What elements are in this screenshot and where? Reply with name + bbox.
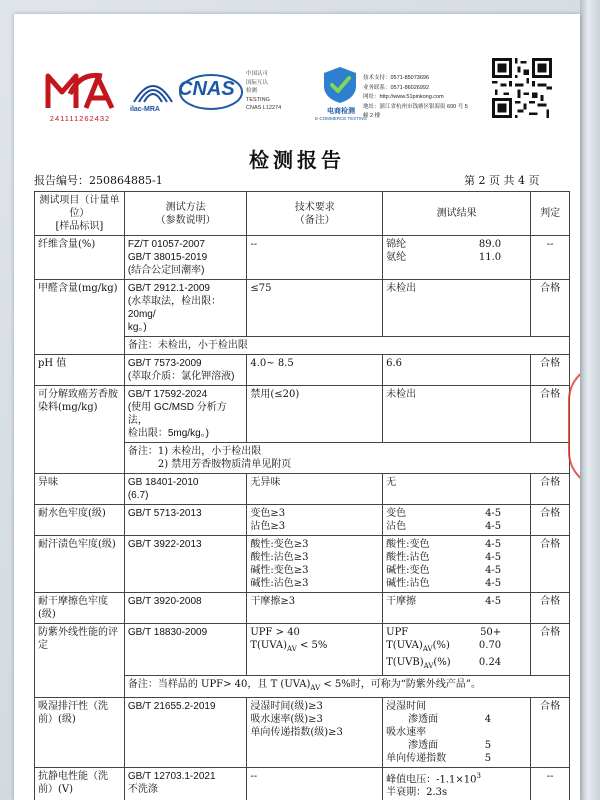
cma-logo	[40, 68, 120, 124]
header-text: 技术要求	[294, 201, 335, 213]
req-line: 吸水速率(级)≥3	[250, 714, 323, 725]
req-line	[250, 639, 379, 656]
table-row	[35, 768, 570, 800]
result-value: 0.70	[478, 640, 502, 651]
table-row	[35, 593, 570, 624]
note-subscript: AV	[310, 684, 321, 692]
cell-judgement: 合格	[531, 505, 570, 536]
cell-item: 可分解致癌芳香胺染料(mg/kg)	[35, 386, 125, 474]
report-number-value: 250864885-1	[89, 174, 163, 187]
method-line: (结合公定回潮率)	[127, 265, 205, 276]
method-line: kg。)	[127, 322, 147, 333]
cell-item: 耐水色牢度(级)	[35, 505, 125, 536]
header-text: [样品标识]	[55, 221, 104, 232]
cell-result	[383, 536, 531, 593]
header-text: （参数说明）	[155, 214, 216, 226]
cell-requirement: --	[247, 236, 383, 280]
req-line: 碱性:变色≥3	[250, 565, 309, 576]
page-edge-shadow	[580, 0, 600, 800]
cell-judgement: 合格	[531, 536, 570, 593]
cnas-info-line: CNAS L12274	[246, 105, 282, 111]
cnas-info-line: 中国认可	[246, 71, 269, 77]
method-line: GB/T 12703.1-2021	[127, 771, 216, 782]
cell-note: 备注：未检出，小于检出限	[124, 337, 569, 355]
cnas-info-line: 检测	[246, 88, 258, 94]
cell-result	[383, 593, 531, 624]
header-text: 测试项目（计量单位）	[39, 195, 120, 219]
contact-line: 地址：浙江省杭州市钱塘区银海街 600 号 5	[363, 103, 468, 110]
req-text: T(UVA)	[250, 640, 288, 651]
cell-item: 耐汗渍色牢度(级)	[35, 536, 125, 593]
cell-item: 抗静电性能（洗前）(V)	[35, 768, 125, 800]
result-label	[386, 639, 450, 656]
report-number-label: 报告编号：	[34, 174, 89, 187]
table-row	[35, 386, 570, 443]
result-label: 渗透面	[408, 740, 439, 751]
result-value: 11.0	[478, 252, 502, 263]
page-info: 第 2 页 共 4 页	[464, 174, 540, 187]
cell-item: 耐干摩擦色牢度(级)	[35, 593, 125, 624]
cell-method	[124, 236, 247, 280]
method-line: (萃取介质：氯化钾溶液)	[127, 371, 235, 382]
cell-requirement	[247, 698, 383, 768]
cell-method	[124, 280, 247, 337]
result-label: 氨纶	[386, 252, 407, 263]
cell-requirement	[247, 624, 383, 676]
cell-result	[383, 624, 531, 676]
cell-judgement: 合格	[531, 280, 570, 337]
result-label: 碱性:沾色	[386, 578, 430, 589]
cell-note	[124, 443, 569, 474]
contact-line: 业务联系：0571-86026992	[363, 84, 430, 91]
cell-requirement: ≤75	[247, 280, 383, 337]
header-text: （备注）	[294, 214, 335, 226]
result-label: 渗透面	[408, 714, 439, 725]
report-number	[34, 172, 163, 188]
cell-method: GB/T 5713-2013	[124, 505, 247, 536]
result-label: 碱性:变色	[386, 565, 430, 576]
result-label	[386, 656, 451, 673]
result-label: 半衰期：	[386, 787, 427, 799]
ecommerce-testing-en: E-COMMERCE TESTING	[315, 116, 367, 121]
cell-item: pH 值	[35, 355, 125, 386]
req-line: 酸性:变色≥3	[250, 539, 309, 550]
result-value: 4-5	[485, 565, 502, 576]
cell-requirement: 无异味	[247, 474, 383, 505]
cell-judgement: 合格	[531, 624, 570, 676]
result-value: -1.1×10	[436, 774, 477, 786]
note-text: < 5%时，可称为“防紫外线产品”。	[320, 679, 482, 690]
cell-method: GB/T 3922-2013	[124, 536, 247, 593]
result-value: 4-5	[485, 521, 502, 532]
method-line: (6.7)	[127, 490, 149, 501]
contact-line: 幢 2 楼	[363, 113, 381, 119]
ecommerce-testing-logo	[310, 64, 370, 124]
req-line: 碱性:沾色≥3	[250, 578, 309, 589]
table-row	[35, 505, 570, 536]
result-value: 0.24	[478, 657, 502, 668]
result-value: 5	[484, 753, 492, 764]
result-label: 吸水速率	[386, 727, 427, 738]
result-value: 4-5	[485, 539, 502, 550]
ecommerce-testing-cn: 电商检测	[327, 108, 355, 115]
cell-judgement: 合格	[531, 386, 570, 443]
result-label: 酸性:变色	[386, 539, 430, 550]
cell-result: 无	[383, 474, 531, 505]
cma-number: 241111262432	[49, 114, 111, 123]
contact-line: 技术支持：0571-85073696	[363, 75, 430, 81]
result-superscript: 3	[476, 772, 481, 780]
result-value: 50+	[480, 627, 502, 638]
cell-requirement	[247, 505, 383, 536]
cnas-info-line: 国际互认	[246, 79, 269, 86]
method-line: GB/T 17592-2024	[127, 389, 208, 400]
ilac-text: ilac-MRA	[130, 106, 160, 113]
cell-judgement: --	[531, 236, 570, 280]
result-value: 5	[484, 740, 492, 751]
cnas-info-line: TESTING	[246, 96, 270, 103]
result-value: 4-5	[485, 552, 502, 563]
method-line: FZ/T 01057-2007	[127, 239, 205, 250]
result-label-text: (%)	[433, 657, 451, 668]
cell-result: 未检出	[383, 386, 531, 443]
test-results-table	[34, 191, 570, 800]
table-header-row	[35, 192, 570, 236]
report-title: 检测报告	[249, 148, 345, 172]
method-line: GB/T 38015-2019	[127, 252, 208, 263]
cell-item: 纤维含量(%)	[35, 236, 125, 280]
cell-method	[124, 768, 247, 800]
result-line	[386, 786, 527, 799]
header-method	[124, 192, 247, 236]
cell-method	[124, 355, 247, 386]
result-label-text: T(UVB)	[386, 657, 424, 668]
req-line: 浸湿时间(级)≥3	[250, 701, 323, 712]
result-label: 变色	[386, 508, 407, 519]
cell-item: 防紫外线性能的评定	[35, 624, 125, 698]
ilac-mra-logo	[130, 76, 176, 122]
cell-method	[124, 386, 247, 443]
cell-item: 甲醛含量(mg/kg)	[35, 280, 125, 355]
result-label: 峰值电压：	[386, 774, 437, 786]
result-label: UPF	[386, 627, 409, 638]
req-line: 单向传递指数(级)≥3	[250, 727, 343, 738]
cell-result: 6.6	[383, 355, 531, 386]
cell-method	[124, 474, 247, 505]
cell-result	[383, 236, 531, 280]
cell-judgement: --	[531, 768, 570, 800]
result-value	[491, 726, 527, 739]
cnas-logo	[178, 72, 244, 114]
result-value: 4	[484, 714, 492, 725]
req-text: < 5%	[296, 640, 328, 651]
cell-item: 异味	[35, 474, 125, 505]
cell-judgement: 合格	[531, 698, 570, 768]
method-line: 检出限：5mg/kg。)	[127, 428, 209, 439]
cell-method: GB/T 18830-2009	[124, 624, 247, 676]
result-label-text: T(UVA)	[386, 640, 423, 651]
req-line: 酸性:沾色≥3	[250, 552, 309, 563]
result-subscript: AV	[423, 662, 434, 670]
cell-method: GB/T 3920-2008	[124, 593, 247, 624]
contact-line[interactable]: 网址：http://www.51pinkong.com	[363, 94, 444, 100]
result-label: 沾色	[386, 521, 407, 532]
req-line: 变色≥3	[250, 508, 286, 519]
table-row	[35, 624, 570, 676]
header-text: 测试方法	[165, 201, 206, 213]
result-label: 单向传递指数	[386, 753, 447, 764]
report-page	[14, 14, 580, 800]
result-subscript: AV	[422, 645, 433, 653]
note-line: 2) 禁用芳香胺物质清单见附页	[157, 459, 292, 470]
result-value	[491, 700, 527, 713]
header-requirement	[247, 192, 383, 236]
table-row	[35, 280, 570, 337]
table-row	[35, 536, 570, 593]
req-line: 沾色≥3	[250, 521, 286, 532]
result-value: 4-5	[485, 596, 502, 607]
cell-requirement: 4.0~ 8.5	[247, 355, 383, 386]
note-line: 备注：1) 未检出，小于检出限	[127, 446, 262, 457]
cell-result	[383, 698, 531, 768]
cell-requirement: 禁用(≤20)	[247, 386, 383, 443]
method-line: GB/T 2912.1-2009	[127, 283, 210, 294]
result-value: 4-5	[485, 508, 502, 519]
cell-result	[383, 768, 531, 800]
table-row	[35, 698, 570, 768]
result-line	[386, 770, 527, 786]
result-label: 锦纶	[386, 239, 407, 250]
header-result: 测试结果	[383, 192, 531, 236]
contact-info	[363, 74, 493, 122]
result-label: 干摩擦	[386, 596, 417, 607]
cell-requirement: --	[247, 768, 383, 800]
table-row	[35, 355, 570, 386]
method-line: GB 18401-2010	[127, 477, 199, 488]
result-value: 2.3s	[426, 787, 448, 799]
note-text: 备注：当样品的 UPF> 40，且 T (UVA)	[127, 679, 311, 690]
cnas-text: CNAS	[178, 78, 235, 100]
table-row	[35, 236, 570, 280]
result-value: 89.0	[478, 239, 502, 250]
cell-judgement: 合格	[531, 474, 570, 505]
cell-note	[124, 676, 569, 698]
header-judgement: 判定	[531, 192, 570, 236]
cell-result	[383, 505, 531, 536]
method-line: (水萃取法，检出限：20mg/	[127, 296, 222, 320]
cell-judgement: 合格	[531, 355, 570, 386]
header-item	[35, 192, 125, 236]
cell-item: 吸湿排汗性（洗前）(级)	[35, 698, 125, 768]
cell-requirement	[247, 536, 383, 593]
table-row	[35, 474, 570, 505]
method-line: 不洗涤	[127, 784, 158, 795]
method-line: (使用 GC/MSD 分析方法，	[127, 402, 227, 426]
result-label: 浸湿时间	[386, 701, 427, 712]
cell-method: GB/T 21655.2-2019	[124, 698, 247, 768]
result-label: 酸性:沾色	[386, 552, 430, 563]
req-line: UPF > 40	[250, 627, 300, 638]
cell-requirement: 干摩擦≥3	[247, 593, 383, 624]
result-label-text: (%)	[432, 640, 450, 651]
method-line: GB/T 7573-2009	[127, 358, 202, 369]
cell-result: 未检出	[383, 280, 531, 337]
req-subscript: AV	[287, 645, 297, 653]
result-value: 4-5	[485, 578, 502, 589]
cell-judgement: 合格	[531, 593, 570, 624]
qr-code[interactable]	[492, 58, 552, 118]
report-header	[14, 14, 580, 134]
